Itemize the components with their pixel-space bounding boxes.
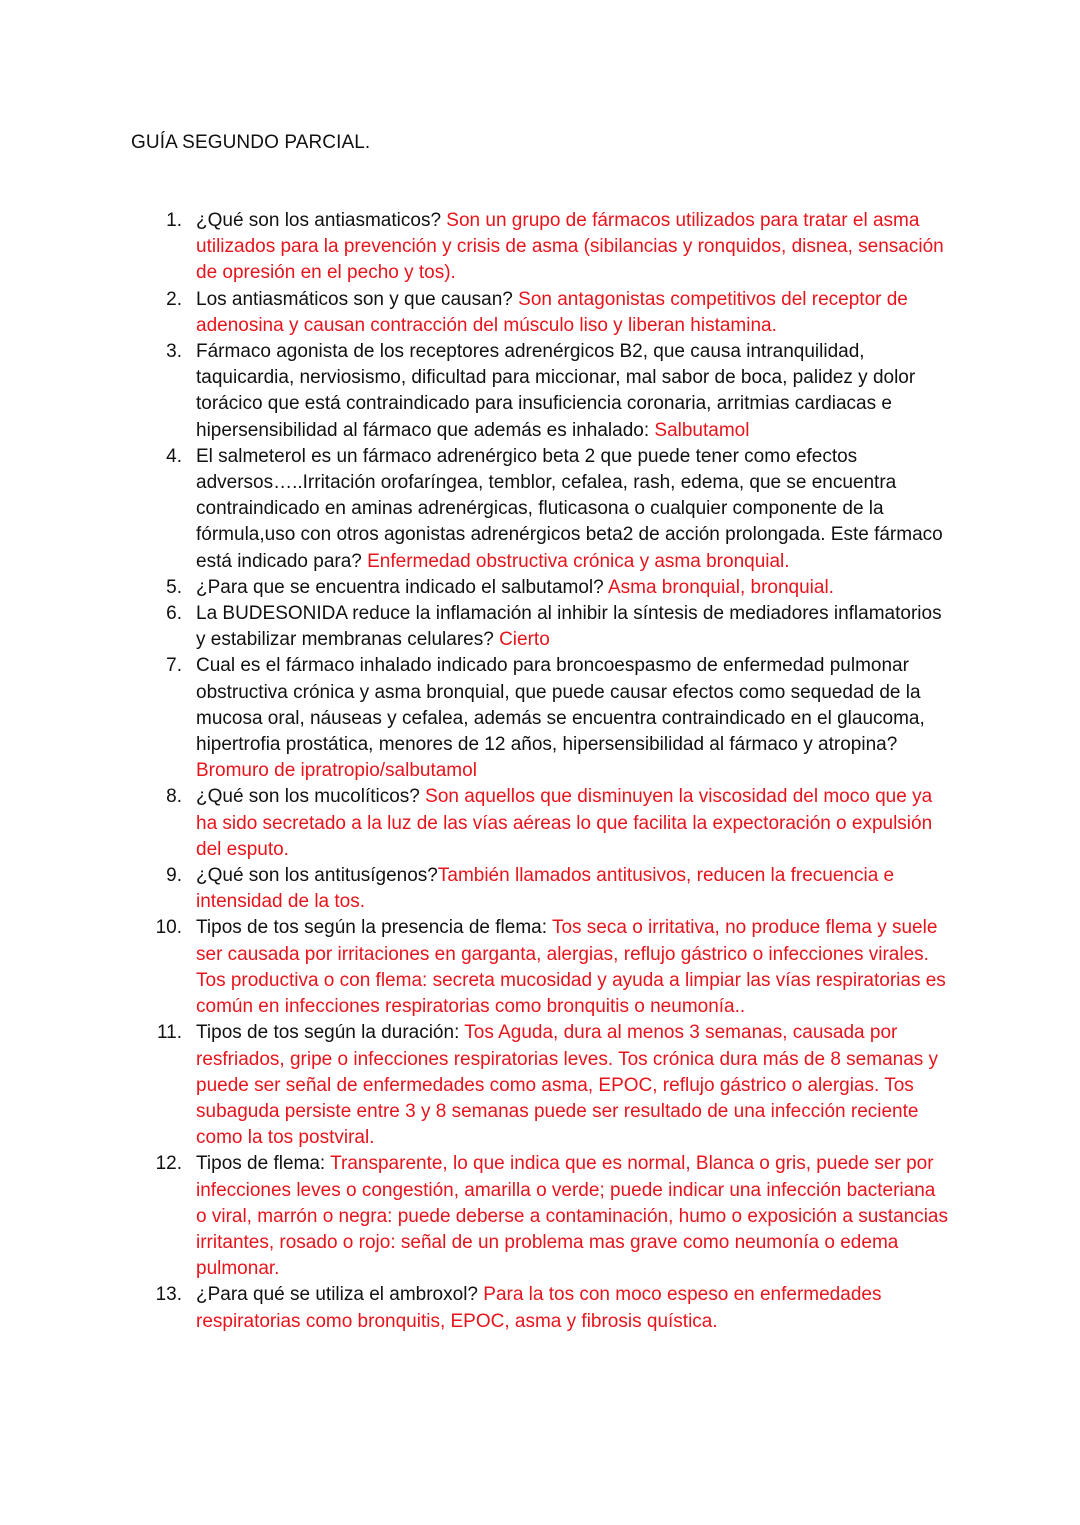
document-title: GUÍA SEGUNDO PARCIAL. bbox=[131, 132, 371, 153]
answer-text: Para la tos con moco espeso en enfermedades respiratorias como bronquitis, EPOC, asma y fibrosis quística. bbox=[196, 1284, 882, 1332]
question-text: Fármaco agonista de los receptores adrenérgicos B2, que causa intranquilidad, taquicardia, nerviosismo, dificultad para miccionar, mal sabor de boca, palidez y dolor torácico que está contraindicado para insuficiencia coronaria, arritmias cardiacas e hipersensibilidad al fármaco que además es inhalado: bbox=[196, 341, 916, 441]
list-item bbox=[150, 784, 950, 863]
list-item bbox=[150, 915, 950, 1020]
list-item bbox=[150, 863, 950, 915]
question-text: ¿Qué son los antitusígenos? bbox=[196, 865, 438, 887]
question-text: ¿Para qué se utiliza el ambroxol? bbox=[196, 1284, 484, 1306]
question-text: Los antiasmáticos son y que causan? bbox=[196, 288, 519, 310]
question-text: ¿Qué son los mucolíticos? bbox=[196, 786, 426, 808]
item-number: 8. bbox=[166, 786, 182, 808]
answer-text: Salbutamol bbox=[654, 419, 750, 441]
question-text: Cual es el fármaco inhalado indicado para broncoespasmo de enfermedad pulmonar obstructiva crónica y asma bronquial, que puede causar efectos como sequedad de la mucosa oral, náuseas y cefalea, además se encuentra contraindicado en el glaucoma, hipertrofia prostática, menores de 12 años, hipersensibilidad al fármaco y atropina? bbox=[196, 655, 925, 756]
list-item bbox=[150, 575, 950, 601]
list-item bbox=[150, 601, 950, 653]
list-item bbox=[150, 1020, 950, 1151]
answer-text: Cierto bbox=[499, 629, 550, 651]
item-number: 6. bbox=[166, 603, 182, 625]
item-number: 10. bbox=[155, 917, 182, 939]
list-item bbox=[150, 339, 950, 444]
answer-text: Asma bronquial, bronquial. bbox=[607, 576, 834, 598]
list-item bbox=[150, 287, 950, 339]
item-number: 4. bbox=[166, 445, 182, 467]
list-item bbox=[150, 444, 950, 575]
item-number: 2. bbox=[166, 288, 182, 310]
question-text: El salmeterol es un fármaco adrenérgico beta 2 que puede tener como efectos adversos…..Irritación orofaríngea, temblor, cefalea, rash, edema, que se encuentra contraindicado en aminas adrenérgicas, fluticasona o cualquier componente de la fórmula,uso con otros agonistas adrenérgicos beta2 de acción prolongada. Este fármaco está indicado para? bbox=[196, 445, 943, 572]
answer-text: Enfermedad obstructiva crónica y asma bronquial. bbox=[367, 550, 790, 572]
question-text: ¿Qué son los antiasmaticos? bbox=[196, 210, 447, 231]
question-text: Tipos de tos según la presencia de flema: bbox=[196, 917, 552, 939]
answer-text: Tos Aguda, dura al menos 3 semanas, causada por resfriados, gripe o infecciones respiratorias leves. Tos crónica dura más de 8 semanas y puede ser señal de enfermedades como asma, EPOC, reflujo gástrico o alergias. Tos subaguda persiste entre 3 y 8 semanas puede ser resultado de una infección reciente como la tos postviral. bbox=[196, 1022, 939, 1149]
question-text: Tipos de flema: bbox=[196, 1153, 331, 1175]
question-text: La BUDESONIDA reduce la inflamación al inhibir la síntesis de mediadores inflamatorios y estabilizar membranas celulares? bbox=[196, 603, 942, 651]
answer-text: Bromuro de ipratropio/salbutamol bbox=[196, 760, 477, 782]
item-number: 3. bbox=[166, 341, 182, 363]
answer-text: Son antagonistas competitivos del receptor de adenosina y causan contracción del músculo liso y liberan histamina. bbox=[196, 288, 908, 336]
answer-text: Son un grupo de fármacos utilizados para tratar el asma utilizados para la prevención y crisis de asma (sibilancias y ronquidos, disnea, sensación de opresión en el pecho y tos). bbox=[196, 210, 944, 284]
answer-text: Tos seca o irritativa, no produce flema y suele ser causada por irritaciones en garganta, alergias, reflujo gástrico o infecciones virales. Tos productiva o con flema: secreta mucosidad y ayuda a limpiar las vías respiratorias es común en infecciones respiratorias como bronquitis o neumonía.. bbox=[196, 917, 946, 1018]
item-number: 7. bbox=[166, 655, 182, 677]
list-item bbox=[150, 1282, 950, 1334]
item-number: 1. bbox=[166, 210, 182, 231]
item-number: 12. bbox=[155, 1153, 182, 1175]
item-number: 5. bbox=[166, 576, 182, 598]
list-item bbox=[150, 1151, 950, 1282]
answer-text: También llamados antitusivos, reducen la frecuencia e intensidad de la tos. bbox=[196, 865, 895, 913]
question-text: Tipos de tos según la duración: bbox=[196, 1022, 465, 1044]
answer-text: Son aquellos que disminuyen la viscosidad del moco que ya ha sido secretado a la luz de las vías aéreas lo que facilita la expectoración o expulsión del esputo. bbox=[196, 786, 933, 860]
list-item bbox=[150, 208, 950, 287]
item-number: 13. bbox=[155, 1284, 182, 1306]
list-item bbox=[150, 653, 950, 784]
item-number: 9. bbox=[166, 865, 182, 887]
answer-text: Transparente, lo que indica que es normal, Blanca o gris, puede ser por infecciones leves o congestión, amarilla o verde; puede indicar una infección bacteriana o viral, marrón o negra: puede deberse a contaminación, humo o exposición a sustancias irritantes, rosado o rojo: señal de un problema mas grave como neumonía o edema pulmonar. bbox=[196, 1153, 948, 1280]
item-number: 11. bbox=[156, 1022, 182, 1044]
question-list bbox=[150, 208, 950, 1335]
question-text: ¿Para que se encuentra indicado el salbutamol? bbox=[196, 576, 608, 598]
